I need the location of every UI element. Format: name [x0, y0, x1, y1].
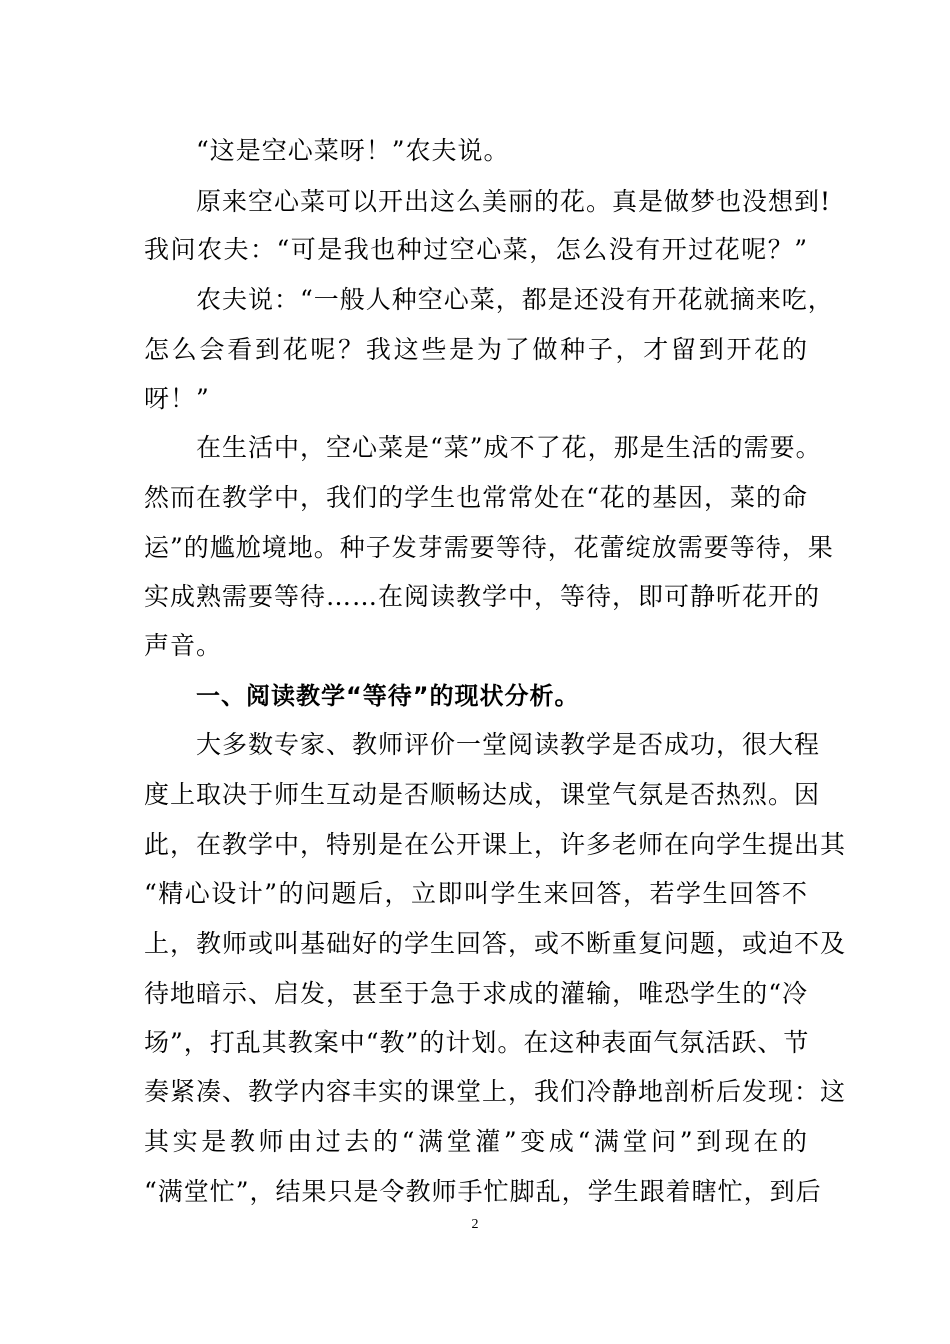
paragraph-line: 农夫说：“一般人种空心菜，都是还没有开花就摘来吃，	[196, 285, 834, 314]
paragraph-line: 场”，打乱其教案中“教”的计划。在这种表面气氛活跃、节	[144, 1028, 810, 1057]
paragraph-line: “精心设计”的问题后，立即叫学生来回答，若学生回答不	[144, 879, 808, 908]
paragraph-line: 在生活中，空心菜是“菜”成不了花，那是生活的需要。	[196, 433, 822, 462]
paragraph-line: 怎么会看到花呢？我这些是为了做种子，才留到开花的	[144, 335, 808, 364]
paragraph-line: 声音。	[144, 631, 223, 660]
paragraph-line: 上，教师或叫基础好的学生回答，或不断重复问题，或迫不及	[144, 929, 847, 958]
paragraph-line: 我问农夫：“可是我也种过空心菜，怎么没有开过花呢？”	[144, 235, 808, 264]
paragraph-line: 其实是教师由过去的“满堂灌”变成“满堂问”到现在的	[144, 1127, 808, 1156]
paragraph-line: 运”的尴尬境地。种子发芽需要等待，花蕾绽放需要等待，果	[144, 533, 834, 562]
paragraph-line: 待地暗示、启发，甚至于急于求成的灌输，唯恐学生的“冷	[144, 979, 808, 1008]
paragraph-line: 原来空心菜可以开出这么美丽的花。真是做梦也没想到!	[196, 187, 832, 216]
paragraph-line: 度上取决于师生互动是否顺畅达成，课堂气氛是否热烈。因	[144, 780, 821, 809]
paragraph-line: 实成熟需要等待……在阅读教学中，等待，即可静听花开的	[144, 582, 821, 611]
paragraph-line: 奏紧凑、教学内容丰实的课堂上，我们冷静地剖析后发现：这	[144, 1077, 847, 1106]
paragraph-line: “满堂忙”，结果只是令教师手忙脚乱，学生跟着瞎忙，到后	[144, 1177, 822, 1206]
section-heading: 一、阅读教学“等待”的现状分析。	[196, 682, 580, 710]
page-number: 2	[471, 1217, 479, 1232]
paragraph-line: 此，在教学中，特别是在公开课上，许多老师在向学生提出其	[144, 830, 847, 859]
paragraph-line: 呀！”	[144, 384, 210, 413]
paragraph-line: 大多数专家、教师评价一堂阅读教学是否成功，很大程	[196, 730, 821, 759]
paragraph-line: “这是空心菜呀！”农夫说。	[196, 136, 510, 165]
paragraph-line: 然而在教学中，我们的学生也常常处在“花的基因，菜的命	[144, 483, 808, 512]
